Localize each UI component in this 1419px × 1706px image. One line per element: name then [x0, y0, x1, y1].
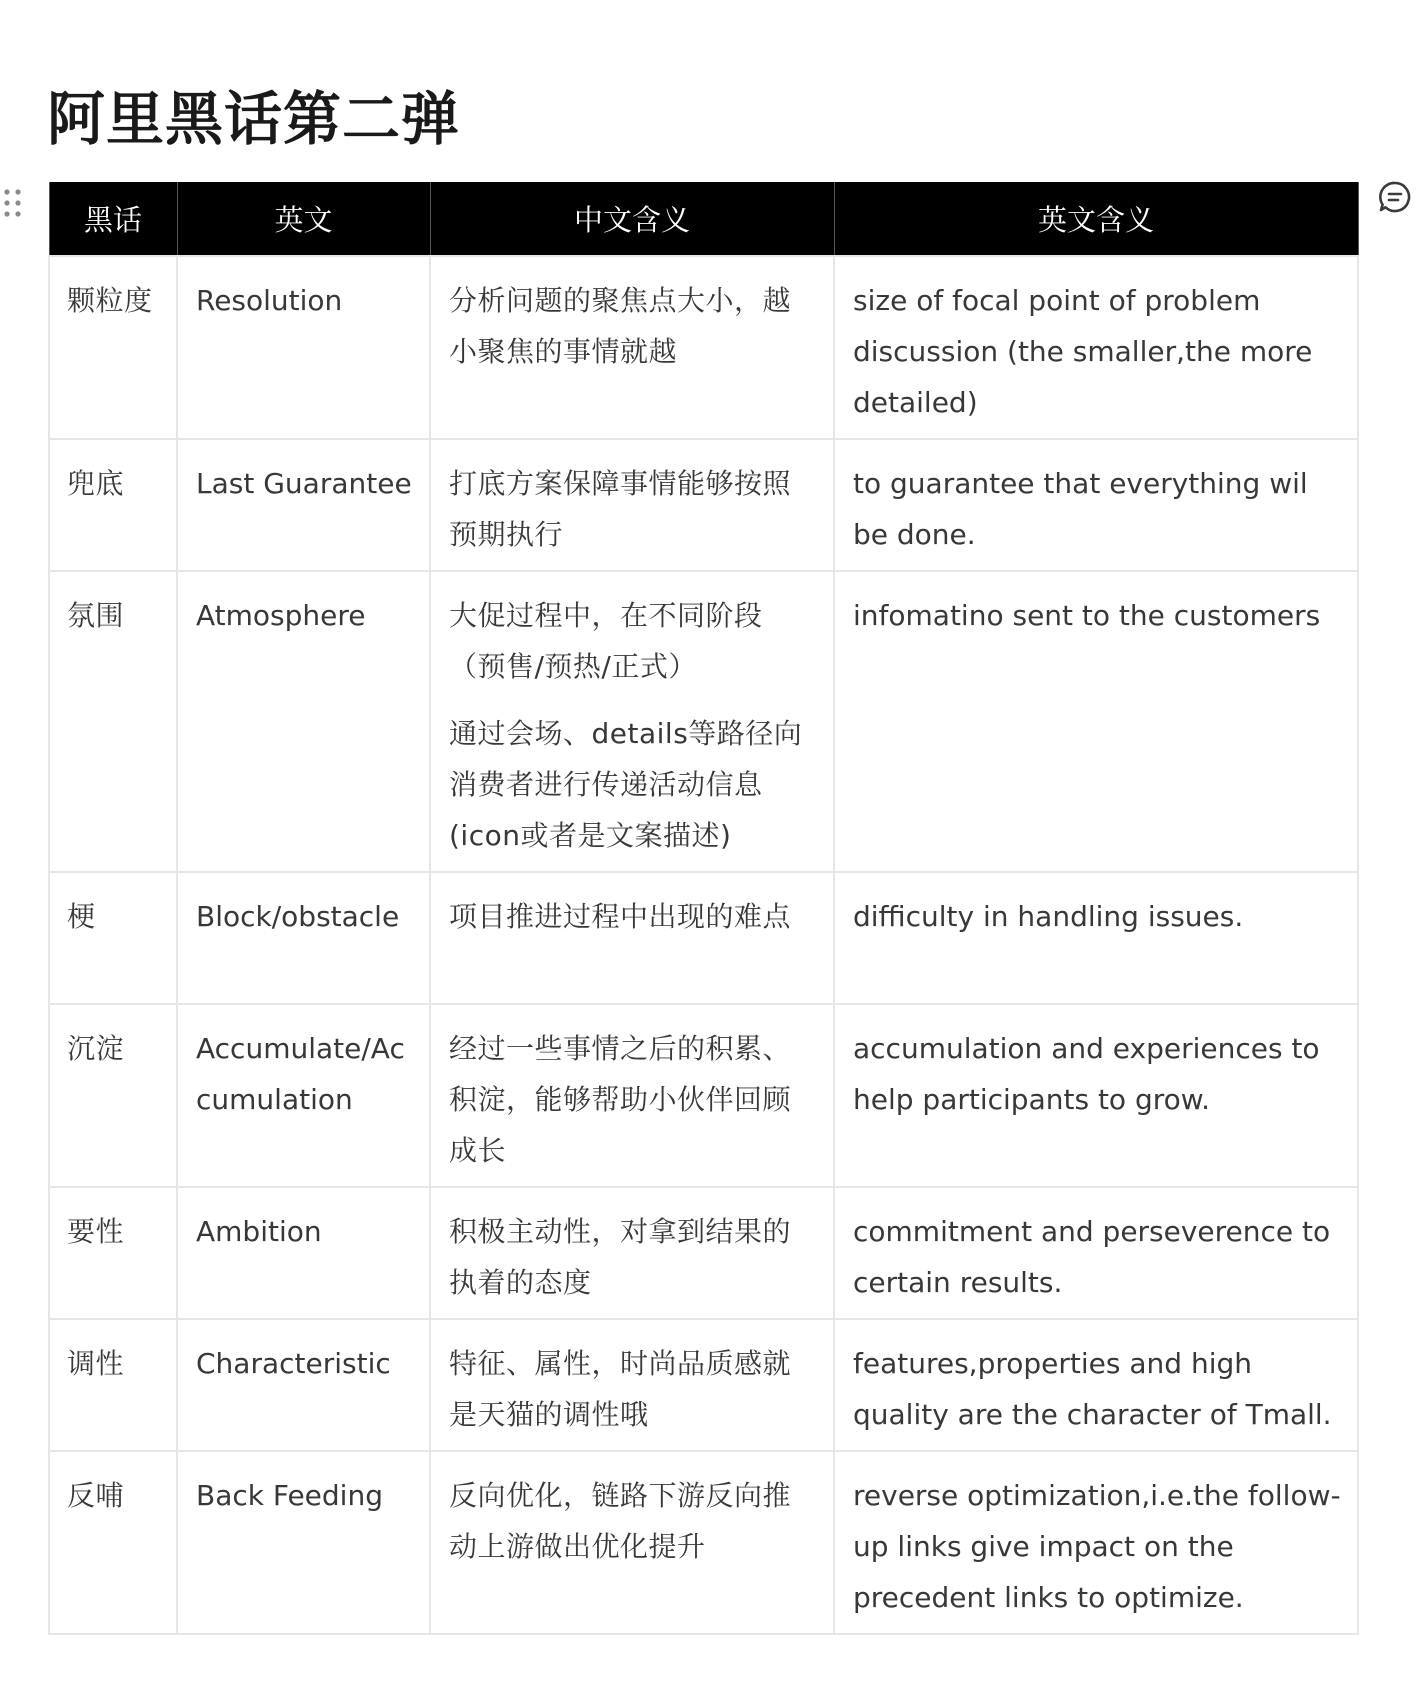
cn-meaning-cell: [430, 571, 834, 872]
table-row: [49, 1319, 1358, 1451]
en-meaning-cell: infomatino sent to the customers: [834, 571, 1358, 872]
header-term: 黑话: [49, 182, 177, 256]
cn-meaning-cell: [430, 1187, 834, 1319]
drag-handle-icon[interactable]: [3, 188, 25, 218]
en-meaning-cell: size of focal point of problem discussion (the smaller,the more detailed): [834, 256, 1358, 439]
term-cell: 要性: [49, 1187, 177, 1319]
cn-meaning-text: 大促过程中，在不同阶段（预售/预热/正式）: [449, 599, 763, 683]
header-cn-meaning: 中文含义: [430, 182, 834, 256]
cn-meaning-text: 分析问题的聚焦点大小，越小聚焦的事情就越: [449, 284, 792, 368]
cn-meaning-cell: [430, 1451, 834, 1634]
en-meaning-cell: features,properties and high quality are the character of Tmall.: [834, 1319, 1358, 1451]
table-row: [49, 1451, 1358, 1634]
table-row: [49, 439, 1358, 571]
slang-table: [48, 182, 1359, 1635]
cn-meaning-text: 通过会场、details等路径向消费者进行传递活动信息(icon或者是文案描述): [449, 717, 803, 852]
term-cell: 颗粒度: [49, 256, 177, 439]
en-meaning-cell: commitment and perseverence to certain results.: [834, 1187, 1358, 1319]
comment-icon[interactable]: [1378, 180, 1412, 214]
table-row: [49, 256, 1358, 439]
english-cell: Last Guarantee: [177, 439, 430, 571]
cn-meaning-cell: [430, 872, 834, 1004]
header-english: 英文: [177, 182, 430, 256]
page-title: 阿里黑话第二弹: [47, 85, 461, 153]
cn-meaning-text: 打底方案保障事情能够按照预期执行: [449, 467, 792, 551]
table-row: [49, 1004, 1358, 1187]
cn-meaning-text: 经过一些事情之后的积累、积淀，能够帮助小伙伴回顾成长: [449, 1032, 792, 1167]
en-meaning-cell: difficulty in handling issues.: [834, 872, 1358, 1004]
en-meaning-cell: to guarantee that everything wil be done.: [834, 439, 1358, 571]
table-row: [49, 571, 1358, 872]
table-row: [49, 872, 1358, 1004]
term-cell: 调性: [49, 1319, 177, 1451]
term-cell: 梗: [49, 872, 177, 1004]
cn-meaning-text: 反向优化，链路下游反向推动上游做出优化提升: [449, 1479, 792, 1563]
header-en-meaning: 英文含义: [834, 182, 1358, 256]
term-cell: 反哺: [49, 1451, 177, 1634]
english-cell: Ambition: [177, 1187, 430, 1319]
english-cell: Resolution: [177, 256, 430, 439]
term-cell: 沉淀: [49, 1004, 177, 1187]
cn-meaning-cell: [430, 256, 834, 439]
english-cell: Accumulate/Accumulation: [177, 1004, 430, 1187]
cn-meaning-text: 项目推进过程中出现的难点: [449, 900, 792, 933]
cn-meaning-cell: [430, 1004, 834, 1187]
term-cell: 氛围: [49, 571, 177, 872]
english-cell: Characteristic: [177, 1319, 430, 1451]
english-cell: Atmosphere: [177, 571, 430, 872]
english-cell: Back Feeding: [177, 1451, 430, 1634]
table-header-row: [49, 182, 1358, 256]
en-meaning-cell: reverse optimization,i.e.the follow-up links give impact on the precedent links to optimize.: [834, 1451, 1358, 1634]
cn-meaning-text: 特征、属性，时尚品质感就是天猫的调性哦: [449, 1347, 792, 1431]
cn-meaning-text: 积极主动性，对拿到结果的执着的态度: [449, 1215, 792, 1299]
cn-meaning-cell: [430, 1319, 834, 1451]
cn-meaning-cell: [430, 439, 834, 571]
table-row: [49, 1187, 1358, 1319]
en-meaning-cell: accumulation and experiences to help participants to grow.: [834, 1004, 1358, 1187]
english-cell: Block/obstacle: [177, 872, 430, 1004]
term-cell: 兜底: [49, 439, 177, 571]
